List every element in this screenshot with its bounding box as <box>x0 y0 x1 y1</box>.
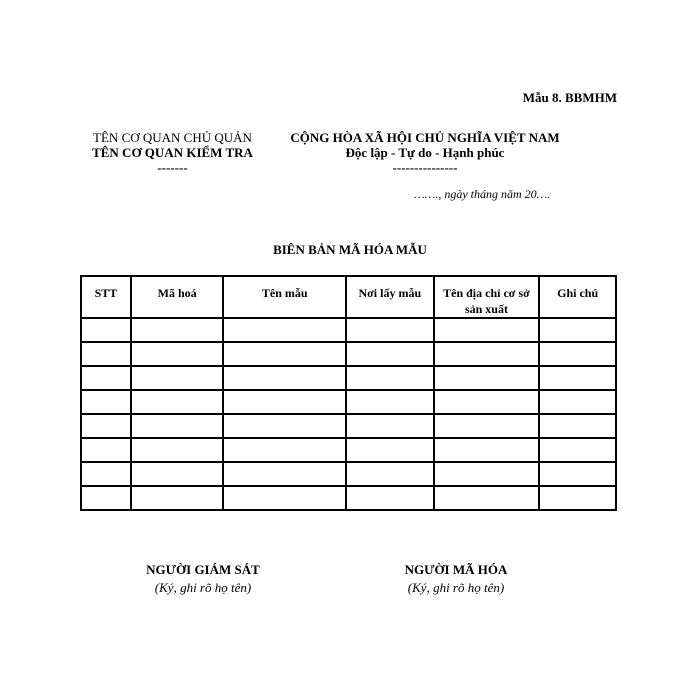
document-title: BIÊN BẢN MÃ HÓA MẪU <box>273 242 427 257</box>
table-cell <box>346 390 434 414</box>
table-cell <box>223 366 346 390</box>
sample-coding-table <box>80 275 617 511</box>
table-cell <box>434 366 540 390</box>
table-cell <box>346 366 434 390</box>
table-cell <box>539 390 616 414</box>
table-cell <box>223 414 346 438</box>
table-cell <box>346 462 434 486</box>
form-code: Mẫu 8. BBMHM <box>522 90 617 105</box>
table-header-row <box>81 276 616 318</box>
table-cell <box>539 318 616 342</box>
national-header <box>270 130 580 175</box>
table-row <box>81 390 616 414</box>
table-cell <box>434 486 540 510</box>
table-cell <box>131 438 224 462</box>
table-cell <box>81 390 131 414</box>
country-name: CỘNG HÒA XÃ HỘI CHỦ NGHĨA VIỆT NAM <box>290 130 560 145</box>
table-cell <box>223 462 346 486</box>
supervisor-sign-note: (Ký, ghi rõ họ tên) <box>154 580 252 595</box>
table-cell <box>346 414 434 438</box>
table-cell <box>434 462 540 486</box>
table-cell <box>131 366 224 390</box>
coder-role: NGƯỜI MÃ HÓA <box>404 562 508 577</box>
table-cell <box>131 342 224 366</box>
table-row <box>81 438 616 462</box>
table-cell <box>539 414 616 438</box>
table-row <box>81 342 616 366</box>
table-cell <box>346 438 434 462</box>
table-cell <box>81 318 131 342</box>
coder-signature-block <box>376 561 536 597</box>
header-producer-address: Tên địa chỉ cơ sở sản xuất <box>434 276 540 318</box>
supervisor-role: NGƯỜI GIÁM SÁT <box>146 562 260 577</box>
table-cell <box>434 438 540 462</box>
table-cell <box>434 318 540 342</box>
national-separator: --------------- <box>392 160 458 175</box>
table-cell <box>223 486 346 510</box>
table-cell <box>539 486 616 510</box>
coder-sign-note: (Ký, ghi rõ họ tên) <box>407 580 505 595</box>
table-cell <box>81 342 131 366</box>
header-sample-name: Tên mẫu <box>223 276 346 318</box>
parent-agency-name: TÊN CƠ QUAN CHỦ QUẢN <box>93 130 252 145</box>
table-cell <box>223 438 346 462</box>
table-cell <box>346 342 434 366</box>
table-cell <box>81 414 131 438</box>
table-cell <box>81 366 131 390</box>
header-sampling-place: Nơi lấy mẫu <box>346 276 434 318</box>
table-cell <box>434 390 540 414</box>
table-cell <box>81 462 131 486</box>
inspection-agency-name: TÊN CƠ QUAN KIỂM TRA <box>92 145 253 160</box>
national-motto: Độc lập - Tự do - Hạnh phúc <box>345 145 505 160</box>
table-cell <box>131 390 224 414</box>
table-cell <box>131 486 224 510</box>
table-row <box>81 414 616 438</box>
table-cell <box>223 390 346 414</box>
table-cell <box>539 462 616 486</box>
agency-header <box>80 130 265 175</box>
table-row <box>81 486 616 510</box>
table-cell <box>81 438 131 462</box>
table-cell <box>434 342 540 366</box>
table-cell <box>223 342 346 366</box>
table-cell <box>434 414 540 438</box>
supervisor-signature-block <box>123 561 283 597</box>
table-cell <box>346 318 434 342</box>
header-stt: STT <box>81 276 131 318</box>
table-cell <box>131 462 224 486</box>
header-notes: Ghi chú <box>539 276 616 318</box>
agency-separator: ------- <box>157 160 188 175</box>
date-line: ……., ngày tháng năm 20…. <box>414 187 551 201</box>
table-cell <box>539 438 616 462</box>
table-cell <box>131 414 224 438</box>
table-row <box>81 318 616 342</box>
table-cell <box>539 366 616 390</box>
table-cell <box>539 342 616 366</box>
table-cell <box>223 318 346 342</box>
table-row <box>81 366 616 390</box>
table-cell <box>346 486 434 510</box>
header-code: Mã hoá <box>131 276 224 318</box>
table-row <box>81 462 616 486</box>
table-cell <box>81 486 131 510</box>
table-cell <box>131 318 224 342</box>
